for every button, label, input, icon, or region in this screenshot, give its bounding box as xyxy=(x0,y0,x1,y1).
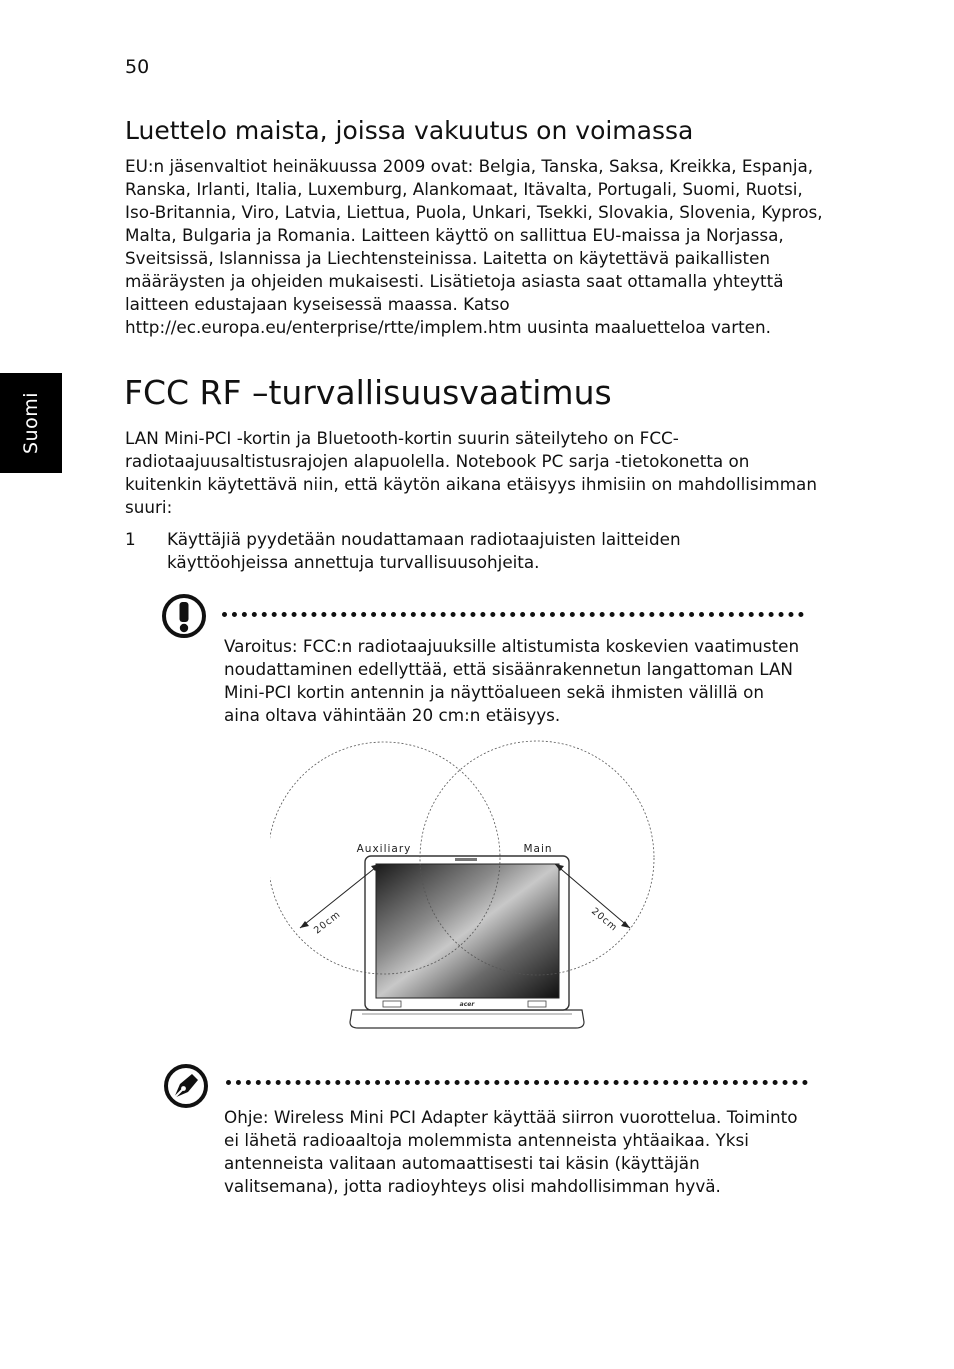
tip-label: Ohje: xyxy=(224,1107,269,1127)
laptop-logo: acer xyxy=(459,1001,475,1008)
laptop-screen xyxy=(376,864,559,998)
page-number: 50 xyxy=(125,56,150,78)
exclamation-icon xyxy=(160,592,208,640)
warning-text xyxy=(224,635,804,727)
section-title-countries: Luettelo maista, joissa vakuutus on voimassa xyxy=(125,116,694,145)
warning-divider xyxy=(222,612,804,617)
main-label: Main xyxy=(523,843,553,855)
auxiliary-label: Auxiliary xyxy=(356,843,412,855)
tip-text xyxy=(224,1106,804,1198)
auxiliary-distance-label: 20cm xyxy=(312,908,343,937)
antenna-diagram xyxy=(270,738,670,1038)
list-item-text: Käyttäjiä pyydetään noudattamaan radiotaajuisten laitteiden käyttöohjeissa annettuja turvallisuusohjeita. xyxy=(167,529,681,572)
warning-label: Varoitus xyxy=(224,636,292,656)
laptop-base xyxy=(350,1010,584,1028)
side-tab xyxy=(0,373,62,473)
main-distance-label: 20cm xyxy=(589,905,620,934)
tip-body: Wireless Mini PCI Adapter käyttää siirron vuorottelua. Toiminto ei lähetä radioaaltoja molemmista antenneista yhtäaikaa. Yksi antenneista valitaan automaattisesti tai käsin (käyttäjän valitsemana), jotta radioyhteys olisi mahdollisimman hyvä. xyxy=(224,1107,798,1196)
section-paragraph-countries: EU:n jäsenvaltiot heinäkuussa 2009 ovat: Belgia, Tanska, Saksa, Kreikka, Espanja, Ranska, Irlanti, Italia, Luxemburg, Alankomaat, Itävalta, Portugali, Suomi, Ruotsi, Iso-Britannia, Viro, Latvia, Liettua, Puola, Unkari, Tsekki, Slovakia, Slovenia, Kypros, Malta, Bulgaria ja Romania. Laitteen käyttö on sallittua EU-maissa ja Norjassa, Sveitsissä, Islannissa ja Liechtensteinissa. Laitetta on käytettävä paikallisten määräysten ja ohjeiden mukaisesti. Lisätietoja asiasta saat ottamalla yhteyttä laitteen edustajaan kyseisessä maassa. Katso http://ec.europa.eu/enterprise/rtte/implem.htm uusinta maaluetteloa varten. xyxy=(125,156,823,337)
pen-nib-icon xyxy=(162,1062,210,1110)
tip-divider xyxy=(226,1080,808,1085)
side-tab-label: Suomi xyxy=(20,391,42,455)
section-paragraph-fcc: LAN Mini-PCI -kortin ja Bluetooth-kortin suurin säteilyteho on FCC-radiotaajuusaltistusrajojen alapuolella. Notebook PC sarja -tietokonetta on kuitenkin käytettävä niin, että käytön aikana etäisyys ihmisiin on mahdollisimman suuri: xyxy=(125,428,817,517)
list-item-number: 1 xyxy=(125,529,136,549)
warning-body: : FCC:n radiotaajuuksille altistumista koskevien vaatimusten noudattaminen edellyttää, että sisäänrakennetun langattoman LAN Mini-PCI kortin antennin ja näyttöalueen sekä ihmisten välillä on aina oltava vähintään 20 cm:n etäisyys. xyxy=(224,636,800,725)
section-title-fcc: FCC RF –turvallisuusvaatimus xyxy=(124,373,612,412)
